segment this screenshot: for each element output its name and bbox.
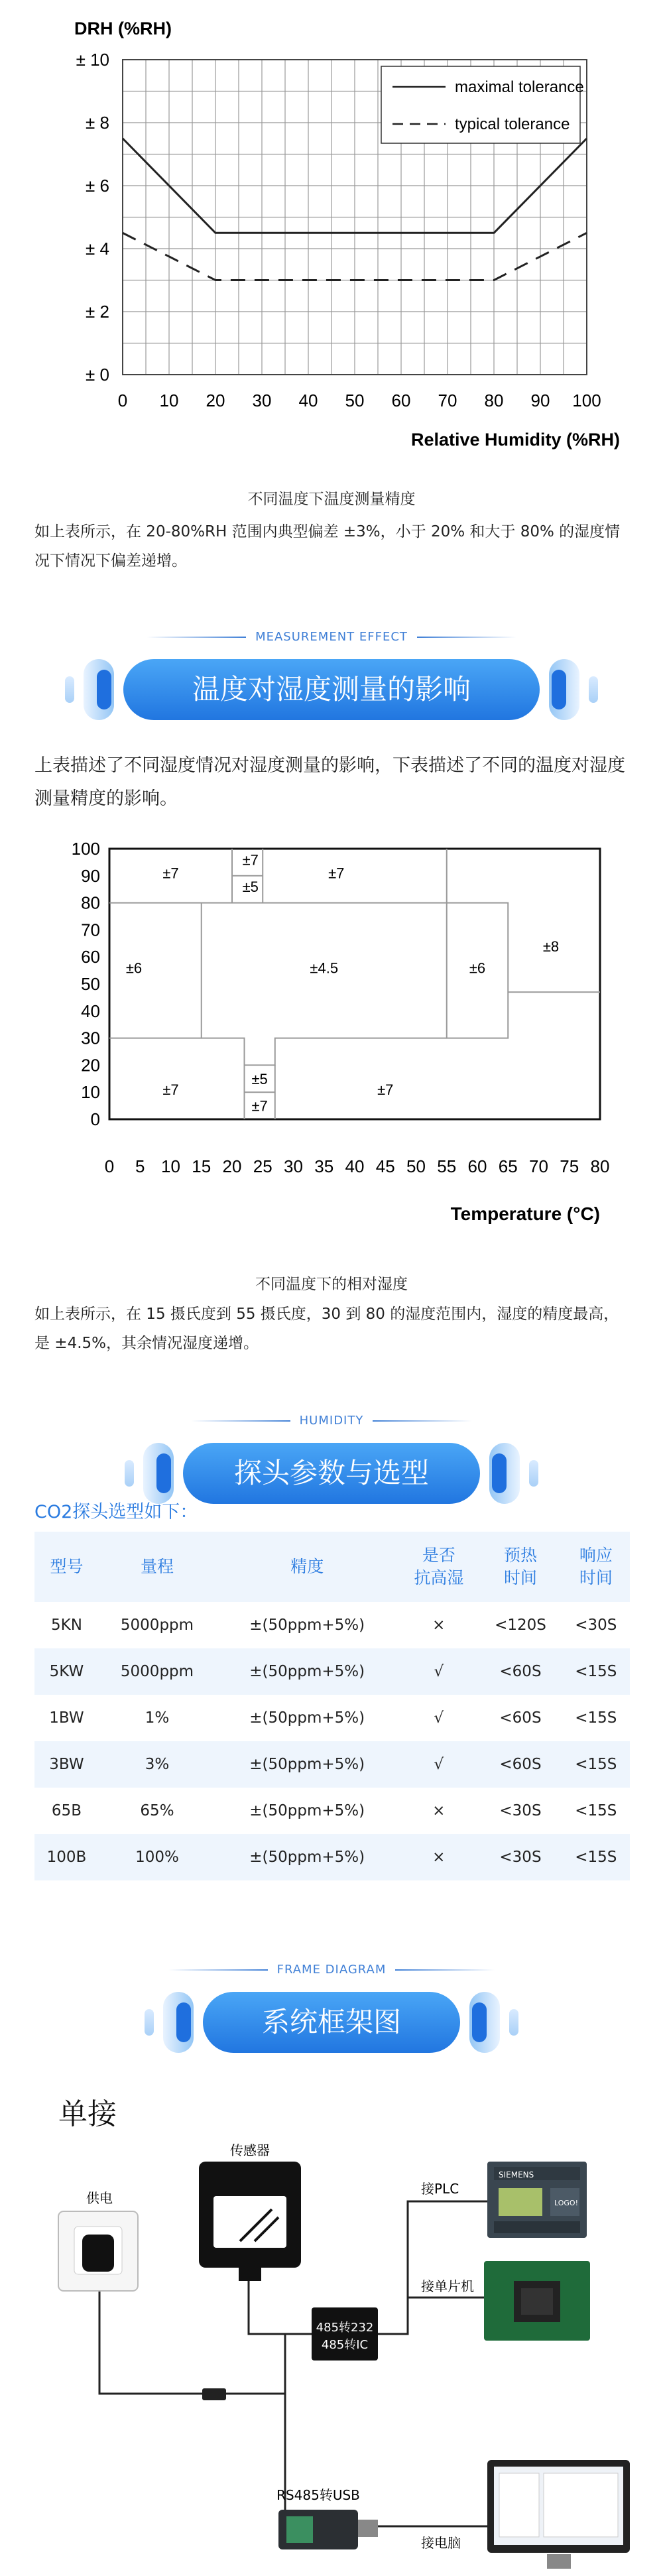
table-cell: <60S	[479, 1741, 562, 1788]
table-row	[34, 1695, 630, 1741]
x-tick-label: 45	[375, 1156, 395, 1176]
region-label: ±7	[242, 851, 259, 869]
section1-paragraph: 上表描述了不同湿度情况对湿度测量的影响，下表描述了不同的温度对湿度测量精度的影响。	[34, 755, 625, 809]
region-label: ±7	[328, 865, 345, 882]
x-tick-label: 60	[467, 1156, 487, 1176]
converter1-label: 485转232	[316, 2321, 374, 2335]
banner-pill-right	[489, 1443, 520, 1504]
plc-model-text: LOGO!	[554, 2199, 578, 2207]
deco-dot-left	[125, 1460, 134, 1487]
region-label: ±6	[125, 959, 143, 977]
table-cell: 1%	[145, 1709, 170, 1727]
table-cell: <15S	[562, 1741, 630, 1788]
table-cell: <15S	[562, 1648, 630, 1695]
table-row	[34, 1834, 630, 1880]
table-cell: ×	[432, 1617, 446, 1634]
table-cell: 65%	[140, 1802, 174, 1819]
deco-dot-right	[509, 2009, 518, 2036]
table-cell: 100%	[99, 1834, 215, 1880]
y-axis-label: DRH (%RH)	[74, 19, 172, 38]
table-title: CO2探头选型如下：	[34, 1502, 198, 1522]
y-tick-label: 50	[81, 974, 100, 994]
section1-en-title	[0, 630, 663, 644]
table-cell: ±(50ppm+5%)	[249, 1617, 365, 1634]
temperature-chart	[0, 835, 663, 1240]
table-cell: 3%	[99, 1741, 215, 1788]
table-header-cell: 是否 抗高湿	[398, 1532, 479, 1602]
table-cell: 5000ppm	[99, 1648, 215, 1695]
region-border	[109, 903, 202, 1038]
x-tick-label: 50	[406, 1156, 426, 1176]
y-tick-label: 100	[71, 839, 100, 859]
table-cell: ±(50ppm+5%)	[215, 1741, 398, 1788]
section3-en-title	[0, 1963, 663, 1977]
region-label: ±4.5	[310, 959, 339, 977]
mcu-label: 接单片机	[421, 2278, 474, 2294]
banner-pill-left	[163, 1992, 194, 2053]
region-label: ±5	[242, 879, 259, 896]
legend-item-max: maximal tolerance	[455, 78, 584, 96]
section2-en-label: HUMIDITY	[299, 1414, 364, 1428]
section3-banner: 系统框架图	[203, 1992, 460, 2053]
table-cell: √	[398, 1648, 479, 1695]
table-cell: ±(50ppm+5%)	[249, 1802, 365, 1819]
table-cell: √	[434, 1709, 444, 1727]
x-tick-label: 100	[572, 391, 601, 410]
x-tick-label: 30	[252, 391, 272, 410]
usb-converter-icon	[278, 2510, 378, 2549]
table-cell: ±(50ppm+5%)	[215, 1834, 398, 1880]
power-adapter-icon	[58, 2211, 138, 2291]
y-tick-label: ± 8	[86, 113, 109, 133]
table-cell: <30S	[499, 1802, 542, 1819]
y-tick-label: 0	[90, 1109, 100, 1129]
converter2-label: 485转IC	[321, 2338, 369, 2352]
x-tick-label: 40	[345, 1156, 365, 1176]
table-cell: 5KW	[34, 1648, 99, 1695]
section1-en-label: MEASUREMENT EFFECT	[255, 630, 408, 644]
x-tick-label: 30	[284, 1156, 303, 1176]
x-tick-label: 35	[314, 1156, 334, 1176]
legend-item-typical: typical tolerance	[455, 115, 570, 133]
x-tick-label: 10	[159, 391, 179, 410]
table-cell: ±(50ppm+5%)	[215, 1648, 398, 1695]
region-border	[109, 849, 447, 903]
x-tick-label: 10	[161, 1156, 180, 1176]
banner-pill-right	[549, 659, 579, 720]
table-cell: <60S	[499, 1709, 542, 1727]
x-tick-label: 55	[437, 1156, 457, 1176]
region-border	[202, 1038, 447, 1066]
mcu-board-icon	[484, 2261, 590, 2341]
table-cell: 5000ppm	[120, 1617, 194, 1634]
chart2-caption: 不同温度下的相对湿度	[255, 1276, 408, 1293]
plc-brand-text: SIEMENS	[499, 2170, 534, 2179]
table-cell: ×	[398, 1834, 479, 1880]
x-tick-label: 20	[222, 1156, 242, 1176]
x-tick-label: 0	[117, 391, 128, 410]
chart1-paragraph: 如上表所示，在 20-80%RH 范围内典型偏差 ±3%，小于 20% 和大于 80% 的湿度情况下情况下偏差递增。	[34, 523, 621, 570]
section2-en-title	[0, 1414, 663, 1428]
deco-dot-right	[589, 676, 598, 703]
tolerance-chart	[0, 0, 663, 458]
table-header-cell: 型号	[34, 1532, 99, 1602]
deco-dot-left	[65, 676, 74, 703]
chart2-paragraph: 如上表所示，在 15 摄氏度到 55 摄氏度，30 到 80 的湿度范围内，湿度的精度最高，是 ±4.5%，其余情况湿度递增。	[34, 1306, 619, 1352]
diagram-title: 单接	[58, 2097, 117, 2131]
x-tick-label: 90	[530, 391, 550, 410]
cable-plug	[202, 2388, 226, 2400]
y-tick-label: 20	[81, 1055, 100, 1075]
region-label: ±5	[251, 1070, 268, 1087]
co2-probe-table	[34, 1532, 630, 1880]
temperature-chart-svg	[0, 835, 663, 1240]
sensor-icon	[199, 2162, 301, 2281]
y-tick-label: 90	[81, 865, 100, 886]
table-cell: ×	[432, 1802, 446, 1819]
pc-label: 接电脑	[421, 2535, 461, 2551]
table-cell: 65B	[51, 1802, 82, 1819]
region-label: ±7	[162, 1081, 179, 1099]
banner-pill-left	[143, 1443, 174, 1504]
tolerance-chart-svg	[0, 0, 663, 458]
y-tick-label: 70	[81, 920, 100, 940]
region-label: ±7	[162, 865, 179, 882]
table-cell: 5KN	[50, 1617, 82, 1634]
y-tick-label: 80	[81, 892, 100, 913]
table-row	[34, 1648, 630, 1695]
section3-en-label: FRAME DIAGRAM	[276, 1963, 387, 1977]
table-cell: <15S	[575, 1802, 617, 1819]
table-header-cell: 量程	[99, 1532, 215, 1602]
y-tick-label: 60	[81, 947, 100, 967]
region-label: ±6	[469, 959, 486, 977]
x-tick-label: 80	[590, 1156, 610, 1176]
region-label: ±7	[251, 1097, 268, 1115]
power-label: 供电	[86, 2190, 113, 2206]
table-cell: 3BW	[34, 1741, 99, 1788]
table-row	[34, 1741, 630, 1788]
y-tick-label: 40	[81, 1001, 100, 1021]
table-cell: <120S	[495, 1617, 546, 1634]
table-cell: <60S	[479, 1648, 562, 1695]
table-cell: <30S	[479, 1834, 562, 1880]
y-tick-label: ± 4	[86, 239, 109, 259]
x-tick-label: 5	[135, 1156, 145, 1176]
sensor-label: 传感器	[230, 2142, 270, 2158]
plc-label: 接PLC	[421, 2181, 459, 2197]
legend	[381, 66, 584, 143]
y-tick-label: 10	[81, 1082, 100, 1103]
y-tick-label: ± 2	[86, 302, 109, 322]
x-tick-label: 25	[253, 1156, 272, 1176]
banner-pill-right	[469, 1992, 500, 2053]
y-tick-label: 30	[81, 1028, 100, 1048]
x-tick-label: 70	[529, 1156, 548, 1176]
table-cell: <15S	[575, 1709, 617, 1727]
x-tick-label: 50	[345, 391, 365, 410]
x-axis-label: Temperature (°C)	[450, 1203, 600, 1224]
table-row	[34, 1788, 630, 1834]
section2-banner: 探头参数与选型	[183, 1443, 480, 1504]
y-tick-label: ± 6	[86, 176, 109, 196]
system-diagram	[0, 2142, 663, 2576]
section1-banner: 温度对湿度测量的影响	[123, 659, 540, 720]
x-tick-label: 65	[498, 1156, 518, 1176]
x-tick-label: 20	[206, 391, 225, 410]
table-cell: √	[398, 1741, 479, 1788]
pc-monitor-icon	[487, 2460, 630, 2569]
x-tick-label: 0	[104, 1156, 115, 1176]
x-axis-label: Relative Humidity (%RH)	[411, 430, 621, 450]
table-header-row	[34, 1532, 630, 1602]
x-tick-label: 15	[192, 1156, 211, 1176]
table-cell: ±(50ppm+5%)	[249, 1709, 365, 1727]
x-tick-label: 40	[298, 391, 318, 410]
region-label: ±8	[542, 938, 560, 955]
x-tick-label: 80	[484, 391, 504, 410]
usb-label: RS485转USB	[276, 2487, 360, 2503]
table-cell: <15S	[562, 1834, 630, 1880]
y-tick-label: ± 10	[76, 50, 109, 70]
table-header-cell: 精度	[215, 1532, 398, 1602]
x-tick-label: 60	[391, 391, 411, 410]
table-cell: <30S	[575, 1617, 617, 1634]
banner-pill-left	[84, 659, 114, 720]
deco-dot-left	[145, 2009, 154, 2036]
table-header-cell: 预热 时间	[479, 1532, 562, 1602]
table-cell: 1BW	[49, 1709, 84, 1727]
x-tick-label: 75	[560, 1156, 579, 1176]
table-header-cell: 响应 时间	[562, 1532, 630, 1602]
map-frame	[109, 849, 600, 1119]
table-row	[34, 1602, 630, 1648]
deco-dot-right	[529, 1460, 538, 1487]
y-tick-label: ± 0	[86, 365, 109, 385]
x-tick-label: 70	[438, 391, 457, 410]
table-cell: 100B	[34, 1834, 99, 1880]
region-label: ±7	[377, 1081, 394, 1099]
chart1-caption: 不同温度下温度测量精度	[247, 491, 416, 508]
